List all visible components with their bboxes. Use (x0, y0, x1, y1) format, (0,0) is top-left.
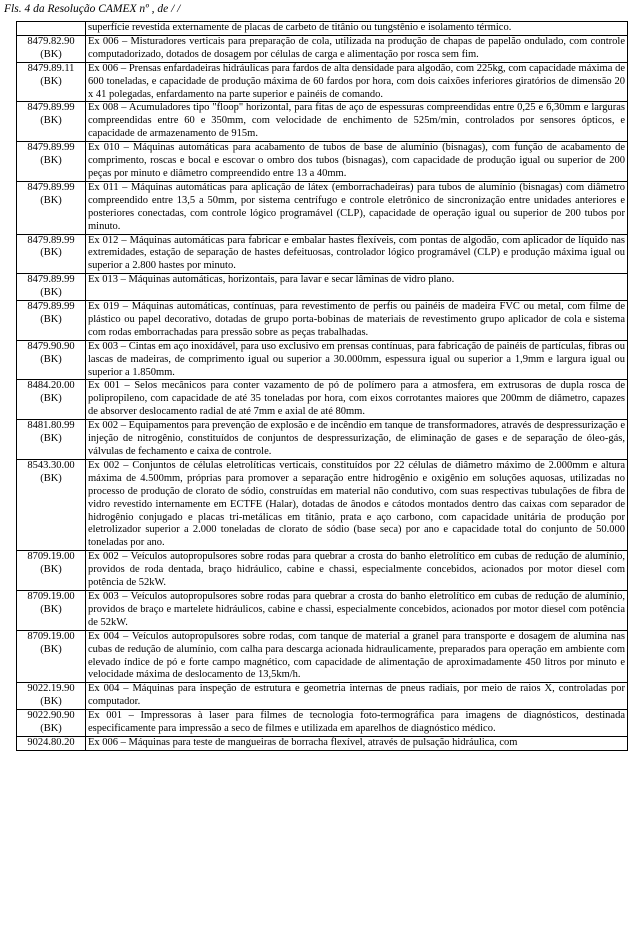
code-cell (17, 459, 86, 550)
code-cell (17, 630, 86, 683)
table-row (17, 630, 628, 683)
bk-tag: (BK) (40, 155, 62, 167)
table-row (17, 736, 628, 750)
page-header: Fls. 4 da Resolução CAMEX nº , de / / (4, 3, 181, 15)
ncm-code: 8479.89.99 (27, 102, 75, 114)
code-cell (17, 62, 86, 102)
table-row-continuation (17, 22, 628, 36)
code-cell (17, 102, 86, 142)
bk-tag: (BK) (40, 393, 62, 405)
ncm-code: 8484.20.00 (27, 380, 75, 392)
code-cell (17, 590, 86, 630)
code-cell (17, 181, 86, 234)
code-cell (17, 683, 86, 710)
code-cell (17, 710, 86, 737)
table-row (17, 551, 628, 591)
code-cell (17, 274, 86, 301)
ncm-code: 8709.19.00 (27, 551, 75, 563)
ncm-code: 8481.80.99 (27, 420, 75, 432)
code-cell (17, 420, 86, 460)
ncm-code: 8543.30.00 (27, 459, 75, 471)
description-cell: Ex 006 – Misturadores verticais para preparação de cola, utilizada na produção de chapas de papelão ondulado, com controle computadorizado, dotados de dosagem por células de carga e alimentação por rosca sem fim. (86, 35, 628, 62)
table-row (17, 459, 628, 550)
ncm-code: 8479.90.90 (27, 340, 75, 352)
description-cell: Ex 002 – Conjuntos de células eletrolíticas verticais, constituídos por 22 células de diâmetro máximo de 2.000mm e altura máxima de 4.500mm, próprias para promover a separação entre hidrogênio e oxigênio em soluções aquosas, utilizadas no processo de produção de clorato de sódio, construídas em material não condutivo, com suas respectivas tubulações de fibra de vidro revestido internamente em ECTFE (Halar), dotadas de ânodos e cátodos montados dentro das caixas com separador de hidrogênio conjugado e placas tri-metálicas em titânio, prata e aço carbono, com capacidade unitária de produção por eletrolizador superior a 2.000 toneladas de clorato de sódio (base seca) por ano e capacidade total do conjunto de 50.000 toneladas por ano. (86, 459, 628, 550)
bk-tag: (BK) (40, 75, 62, 87)
bk-tag: (BK) (40, 603, 62, 615)
bk-tag: (BK) (40, 48, 62, 60)
description-cell: Ex 001 – Selos mecânicos para conter vazamento de pó de polímero para a atmosfera, em extrusoras de dupla rosca de polipropileno, com capacidade de até 35 toneladas por hora, com eixos corrotantes maiores que 200mm de diâmetro, capazes de absorver deslocamento radial de até 7mm e axial de até 80mm. (86, 380, 628, 420)
description-cell: Ex 004 – Veículos autopropulsores sobre rodas, com tanque de material a granel para transporte e dosagem de alumina nas cubas de redução de alumínio, com calha para descarga acionada hidraulicamente, preparados para operação em ambiente com elevado índice de pó e forte campo magnético, com capacidade de alimentação de aproximadamente 450 litros por minuto e velocidade máxima de deslocamento de 13,5km/h. (86, 630, 628, 683)
bk-tag: (BK) (40, 564, 62, 576)
table-row (17, 590, 628, 630)
bk-tag: (BK) (40, 115, 62, 127)
description-cell: Ex 019 – Máquinas automáticas, contínuas, para revestimento de perfis ou painéis de madeira FVC ou metal, com filme de plástico ou papel decorativo, dotadas de grupo porta-bobinas de materiais de revestimento grupo aplicador de cola e sistema com rodas emborrachadas para pressão sobre as peças trabalhadas. (86, 301, 628, 341)
table-row (17, 62, 628, 102)
description-cell: Ex 010 – Máquinas automáticas para acabamento de tubos de base de alumínio (bisnagas), com função de acabamento de comprimento, roscas e bocal e escovar o ombro dos tubos (bisnagas), com capacidade de produção igual ou superior de 200 peças por minuto e diâmetro compreendido entre 13 a 40mm. (86, 142, 628, 182)
bk-tag: (BK) (40, 194, 62, 206)
description-cell: Ex 002 – Veículos autopropulsores sobre rodas para quebrar a crosta do banho eletrolítico em cubas de redução de alumínio, providos de roda dentada, braço hidráulico, cabine e chassi, especialmente concebidos, acionados por motor diesel com potência de 52kW. (86, 551, 628, 591)
table-row (17, 142, 628, 182)
code-cell (17, 22, 86, 36)
bk-tag: (BK) (40, 247, 62, 259)
code-cell (17, 380, 86, 420)
description-cell: Ex 004 – Máquinas para inspeção de estrutura e geometria internas de pneus radiais, por meio de raios X, controladas por computador. (86, 683, 628, 710)
description-cell: Ex 003 – Cintas em aço inoxidável, para uso exclusivo em prensas contínuas, para fabricação de painéis de partículas, fibras ou lascas de madeiras, de comprimento igual ou superior a 30.000mm, espessura igual ou superior a 1,9mm e largura igual ou superior a 1.850mm. (86, 340, 628, 380)
description-cell: Ex 003 – Veículos autopropulsores sobre rodas para quebrar a crosta do banho eletrolítico em cubas de redução de alumínio, providos de braço e martelete hidráulicos, cabine e chassi, especialmente concebidos, acionados por motor diesel com potência de 52kW. (86, 590, 628, 630)
description-cell: Ex 002 – Equipamentos para prevenção de explosão e de incêndio em tanque de transformadores, através de despressurização e injeção de nitrogênio, constituídos de conjuntos de despressurização, de eliminação de gases e de separação de óleo-gás, válvulas de fechamento e caixa de controle. (86, 420, 628, 460)
table-row (17, 274, 628, 301)
ncm-code: 9022.90.90 (27, 710, 75, 722)
description-cell: superfície revestida externamente de placas de carbeto de titânio ou tungstênio e isolamento térmico. (86, 22, 628, 36)
table-row (17, 102, 628, 142)
description-cell: Ex 001 – Impressoras à laser para filmes de tecnologia foto-termográfica para imagens de diagnósticos, destinada especificamente para impressão a seco de filmes e utilizada em aparelhos de diagnóstico médico. (86, 710, 628, 737)
ncm-code: 9024.80.20 (27, 736, 75, 748)
table-row (17, 340, 628, 380)
tariff-table (16, 21, 628, 751)
bk-tag: (BK) (40, 696, 62, 708)
table-row (17, 234, 628, 274)
description-cell: Ex 013 – Máquinas automáticas, horizontais, para lavar e secar lâminas de vidro plano. (86, 274, 628, 301)
code-cell (17, 35, 86, 62)
table-row (17, 380, 628, 420)
ncm-code: 8479.89.99 (27, 301, 75, 313)
code-cell (17, 736, 86, 750)
ncm-code: 9022.19.90 (27, 683, 75, 695)
ncm-code: 8709.19.00 (27, 630, 75, 642)
bk-tag: (BK) (40, 287, 62, 299)
bk-tag: (BK) (40, 723, 62, 735)
bk-tag: (BK) (40, 643, 62, 655)
description-cell: Ex 006 – Máquinas para teste de mangueiras de borracha flexível, através de pulsação hidráulica, com (86, 736, 628, 750)
ncm-code: 8479.89.99 (27, 274, 75, 286)
ncm-code: 8709.19.00 (27, 590, 75, 602)
table-row (17, 420, 628, 460)
bk-tag: (BK) (40, 472, 62, 484)
bk-tag: (BK) (40, 353, 62, 365)
table-row (17, 181, 628, 234)
code-cell (17, 301, 86, 341)
ncm-code: 8479.89.99 (27, 181, 75, 193)
ncm-code: 8479.82.90 (27, 35, 75, 47)
code-cell (17, 551, 86, 591)
description-cell: Ex 008 – Acumuladores tipo "floop" horizontal, para fitas de aço de espessuras compreendidas entre 0,25 e 6,30mm e larguras compreendidas entre 60 e 350mm, com velocidade de enchimento de 525m/min, controlados por sensores ópticos, e capacidade de armazenamento de 915m. (86, 102, 628, 142)
code-cell (17, 340, 86, 380)
table-row (17, 35, 628, 62)
ncm-code: 8479.89.11 (27, 62, 75, 74)
ncm-code: 8479.89.99 (27, 234, 75, 246)
table-row (17, 683, 628, 710)
code-cell (17, 142, 86, 182)
bk-tag: (BK) (40, 313, 62, 325)
ncm-code: 8479.89.99 (27, 142, 75, 154)
description-cell: Ex 011 – Máquinas automáticas para aplicação de látex (emborrachadeiras) para tubos de alumínio (bisnagas) com diâmetro compreendido entre 13,5 a 50mm, por sistema centrífugo e controle eletrônico de sincronização entre unidades anteriores e posteriores conectadas, com controle lógico programável (CLP), capacidade de operação igual ou superior de 200 tubos por minuto. (86, 181, 628, 234)
bk-tag: (BK) (40, 433, 62, 445)
description-cell: Ex 012 – Máquinas automáticas para fabricar e embalar hastes flexíveis, com pontas de algodão, com aplicador de líquido nas extremidades, estação de separação de hastes defeituosas, controlador lógico programável (CLP) e produção máxima igual ou superior a 2.800 hastes por minuto. (86, 234, 628, 274)
code-cell (17, 234, 86, 274)
table-row (17, 710, 628, 737)
table-row (17, 301, 628, 341)
description-cell: Ex 006 – Prensas enfardadeiras hidráulicas para fardos de alta densidade para algodão, com 225kg, com capacidade máxima de 600 toneladas, e capacidade de produção máxima de 60 fardos por hora, com dois caixões inferiores giratórios de dimensão 20 x 41 polegadas, enfardamento na parte superior e painéis de comando. (86, 62, 628, 102)
